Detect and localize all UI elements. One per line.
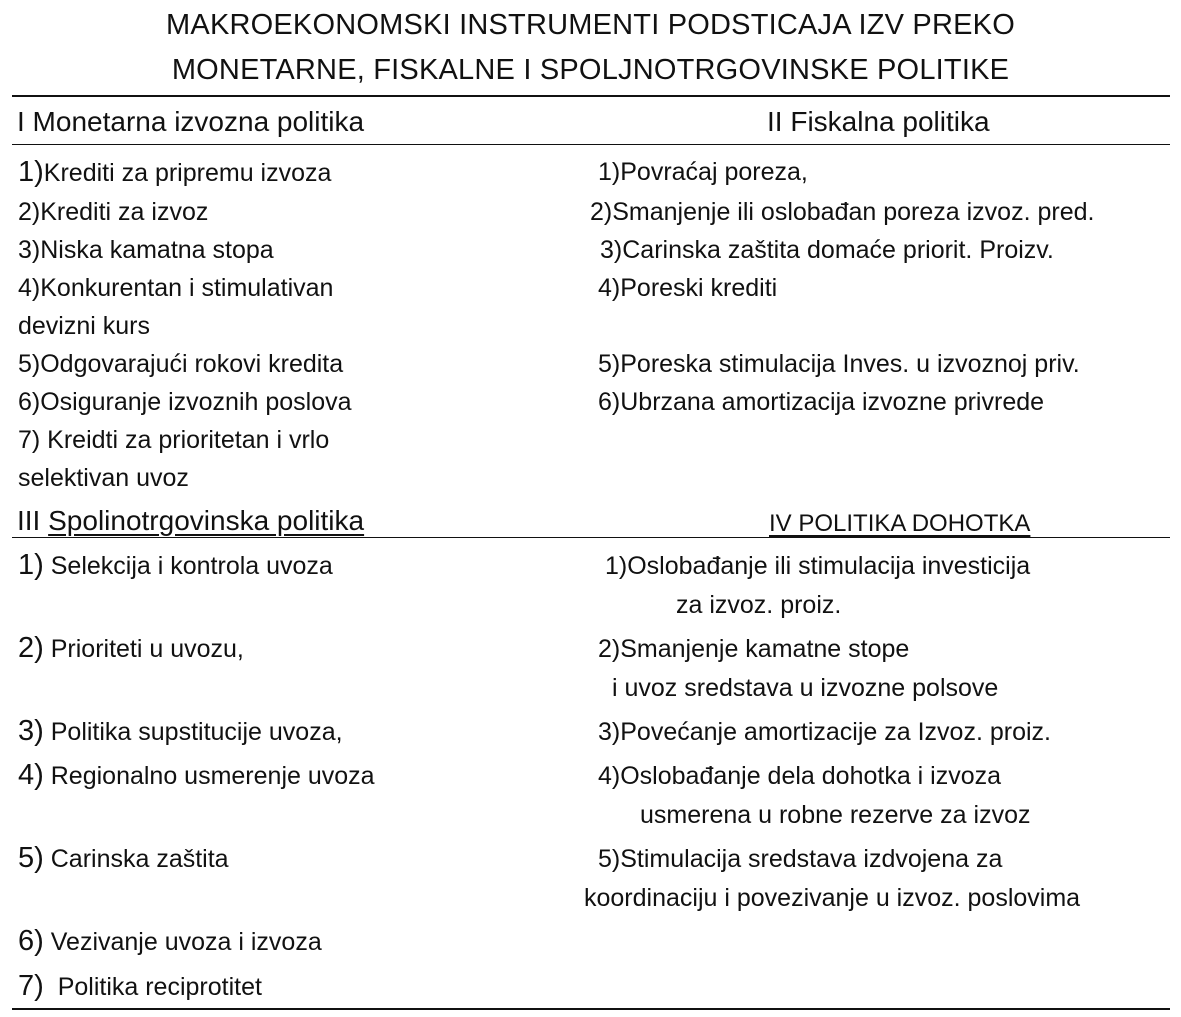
dohodak-item-5-cont: koordinaciju i povezivanje u izvoz. poslovima: [584, 884, 1081, 912]
title-line-1: MAKROEKONOMSKI INSTRUMENTI PODSTICAJA IZV PREKO: [166, 9, 1015, 41]
monetarna-item-4-cont: devizni kurs: [18, 312, 150, 340]
title-line-2: MONETARNE, FISKALNE I SPOLJNOTRGOVINSKE POLITIKE: [171, 54, 1010, 86]
spoljno-item-7: 7) Politika reciprotitet: [18, 970, 262, 1002]
monetarna-item-5: 5)Odgovarajući rokovi kredita: [18, 350, 344, 378]
dohodak-item-3: 3)Povećanje amortizacije za Izvoz. proiz.: [598, 718, 1051, 746]
section-heading-dohodak: IV POLITIKA DOHOTKA: [769, 510, 1031, 537]
fiskalna-item-6: 6)Ubrzana amortizacija izvozne privrede: [598, 388, 1045, 416]
spoljno-item-4: 4) Regionalno usmerenje uvoza: [18, 759, 375, 791]
spoljno-item-6: 6) Vezivanje uvoza i izvoza: [18, 925, 322, 957]
dohodak-item-2: 2)Smanjenje kamatne stope: [598, 635, 910, 663]
spoljno-item-2: 2) Prioriteti u uvozu,: [18, 632, 244, 664]
fiskalna-item-2: 2)Smanjenje ili oslobađan poreza izvoz. pred.: [590, 198, 1095, 226]
dohodak-item-1: 1)Oslobađanje ili stimulacija investicija: [605, 552, 1031, 580]
dohodak-item-2-cont: i uvoz sredstava u izvozne polsove: [612, 674, 999, 702]
monetarna-item-6: 6)Osiguranje izvoznih poslova: [18, 388, 352, 416]
fiskalna-item-1: 1)Povraćaj poreza,: [598, 158, 808, 186]
spoljno-item-3: 3) Politika supstitucije uvoza,: [18, 715, 343, 747]
monetarna-item-7-cont: selektivan uvoz: [18, 464, 189, 492]
monetarna-item-2: 2)Krediti za izvoz: [18, 198, 209, 226]
monetarna-item-3: 3)Niska kamatna stopa: [18, 236, 274, 264]
section-heading-monetarna: I Monetarna izvozna politika: [17, 106, 365, 137]
monetarna-item-7: 7) Kreidti za prioritetan i vrlo: [18, 426, 330, 454]
section-rule-2: [12, 537, 1170, 538]
section-heading-spoljnotrgovinska: III Spolinotrgovinska politika: [17, 505, 365, 536]
dohodak-item-5: 5)Stimulacija sredstava izdvojena za: [598, 845, 1003, 873]
section-rule-1: [12, 144, 1170, 145]
monetarna-item-4: 4)Konkurentan i stimulativan: [18, 274, 334, 302]
fiskalna-item-3: 3)Carinska zaštita domaće priorit. Proizv.: [600, 236, 1054, 264]
spoljno-item-5: 5) Carinska zaštita: [18, 842, 229, 874]
fiskalna-item-5: 5)Poreska stimulacija Inves. u izvoznoj priv.: [598, 350, 1080, 378]
dohodak-item-4-cont: usmerena u robne rezerve za izvoz: [640, 801, 1031, 829]
top-rule: [12, 95, 1170, 97]
monetarna-item-1: 1)Krediti za pripremu izvoza: [18, 156, 332, 188]
section-heading-fiskalna: II Fiskalna politika: [767, 106, 990, 137]
dohodak-item-4: 4)Oslobađanje dela dohotka i izvoza: [598, 762, 1002, 790]
fiskalna-item-4: 4)Poreski krediti: [598, 274, 778, 302]
spoljno-item-1: 1) Selekcija i kontrola uvoza: [18, 549, 333, 581]
dohodak-item-1-cont: za izvoz. proiz.: [676, 591, 842, 619]
bottom-rule: [12, 1008, 1170, 1010]
